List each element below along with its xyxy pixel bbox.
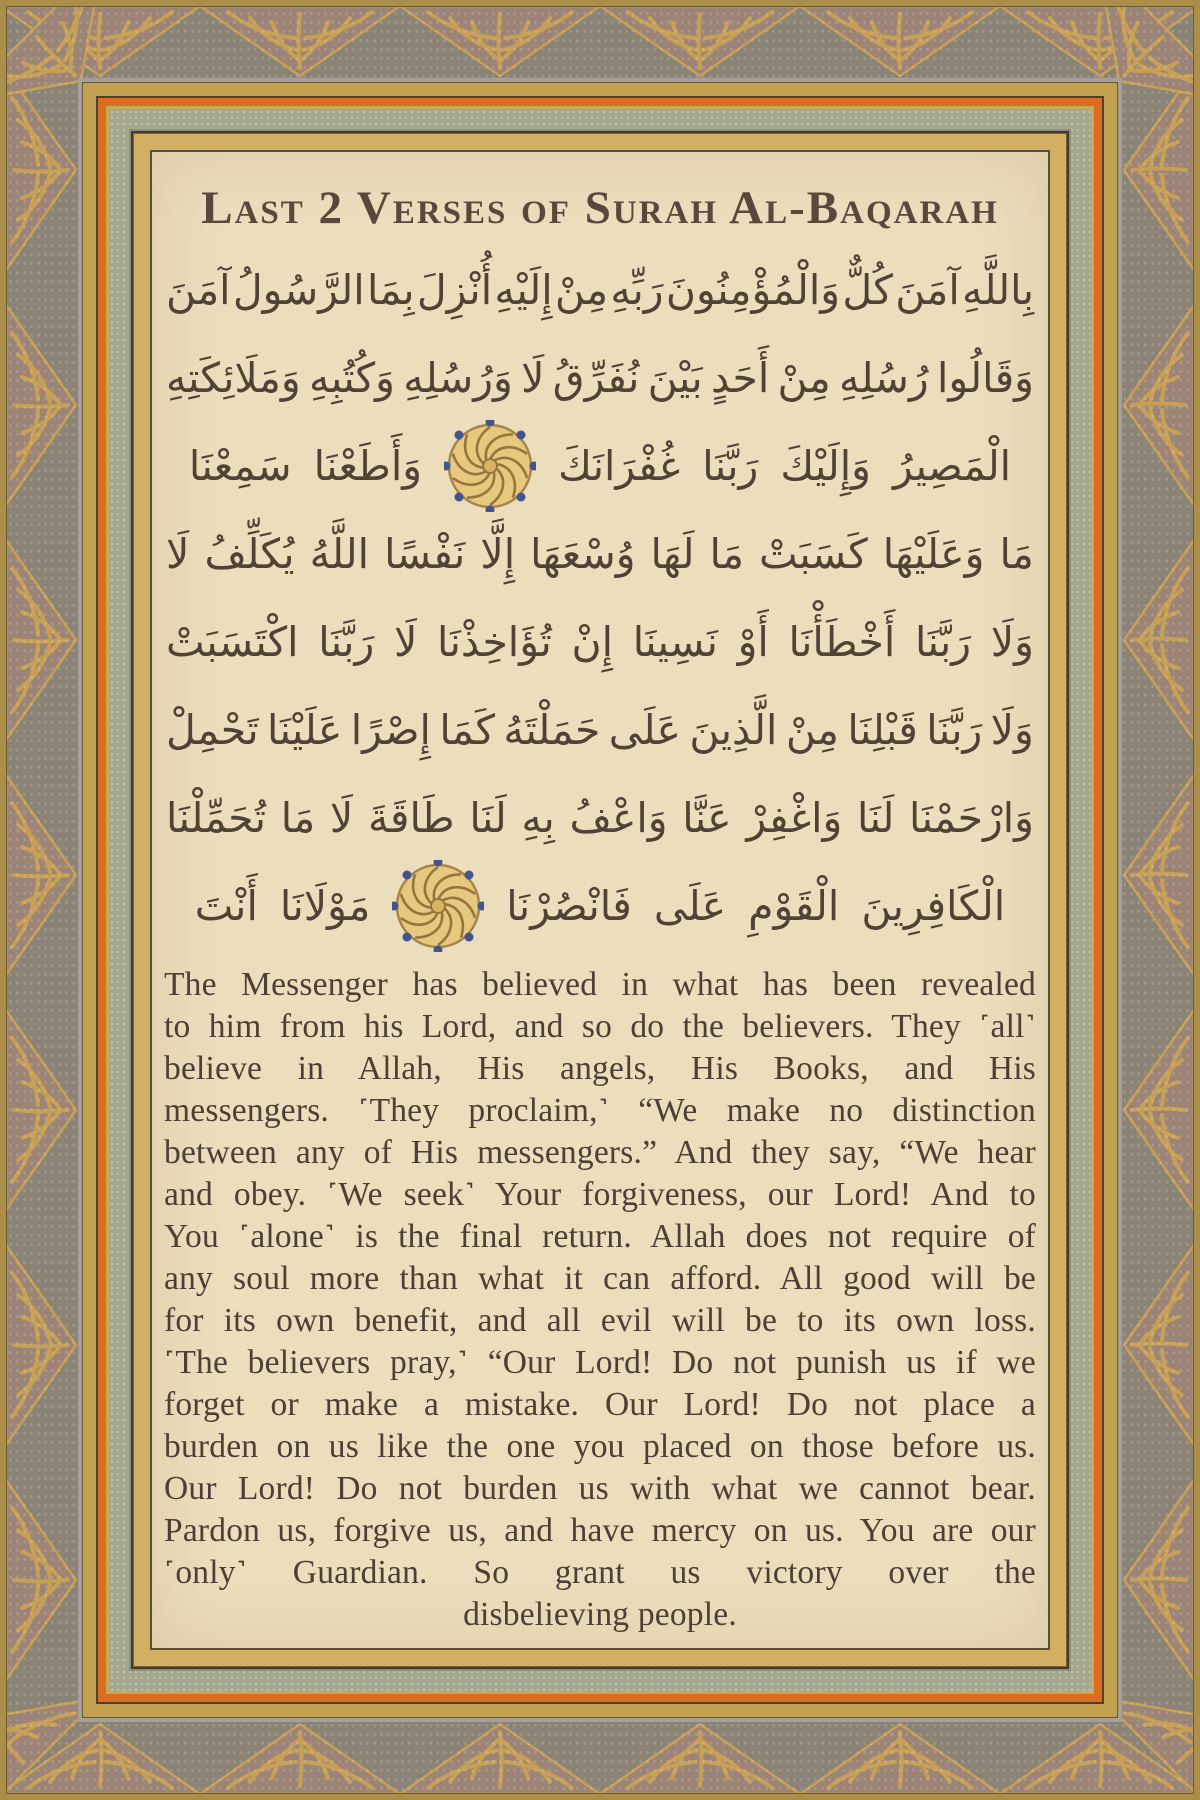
arabic-word: رَبَّنَا bbox=[926, 706, 983, 754]
arabic-word: كُلٌّ bbox=[842, 266, 893, 314]
frame-inner-gold-band bbox=[133, 133, 1067, 1667]
translation-line: Pardon us, forgive us, and have mercy on us. You are our bbox=[164, 1512, 1036, 1549]
translation-line: burden on us like the one you placed on those before us. bbox=[164, 1428, 1036, 1465]
frame-silver-line bbox=[78, 78, 1122, 1722]
arabic-word: لَا bbox=[521, 354, 545, 402]
arabic-word: فَانْصُرْنَا bbox=[506, 882, 632, 930]
arabic-word: الْمَصِيرُ bbox=[892, 442, 1012, 490]
arabic-line bbox=[164, 334, 1036, 422]
arabic-word: اكْتَسَبَتْ bbox=[166, 618, 299, 666]
translation-line: messengers. ˹They proclaim,˺ “We make no distinction bbox=[164, 1092, 1036, 1129]
arabic-word: الَّذِينَ bbox=[689, 706, 778, 754]
arabic-word: تُؤَاخِذْنَا bbox=[437, 618, 552, 666]
arabic-word: آمَنَ bbox=[166, 266, 231, 314]
arabic-word: مِنْ bbox=[785, 706, 839, 754]
translation-line: between any of His messengers.” And they say, “We hear bbox=[164, 1134, 1036, 1171]
arabic-word: وُسْعَهَا bbox=[530, 530, 636, 578]
arabic-word: إِلَيْهِ bbox=[494, 266, 553, 314]
arabic-line bbox=[164, 422, 1036, 510]
arabic-word: لَهَا bbox=[650, 530, 695, 578]
translation-line: for its own benefit, and all evil will be to its own loss. bbox=[164, 1302, 1036, 1339]
arabic-word: لَا bbox=[393, 618, 418, 666]
translation-line: forget or make a mistake. Our Lord! Do not place a bbox=[164, 1386, 1036, 1423]
arabic-word: لَنَا bbox=[857, 794, 895, 842]
arabic-word: نُفَرِّقُ bbox=[552, 354, 640, 402]
arabic-word: رَبَّنَا bbox=[318, 618, 375, 666]
frame-sage-band bbox=[109, 109, 1091, 1691]
arabic-word: كَسَبَتْ bbox=[759, 530, 868, 578]
arabic-word: وَقَالُوا bbox=[937, 354, 1034, 402]
translation-line: any soul more than what it can afford. All good will be bbox=[164, 1260, 1036, 1297]
arabic-word: أَنْتَ bbox=[194, 882, 258, 930]
arabic-word: وَلَا bbox=[990, 618, 1034, 666]
translation-line: to him from his Lord, and so do the believers. They ˹all˺ bbox=[164, 1008, 1036, 1045]
arabic-word: مَا bbox=[709, 530, 744, 578]
arabic-word: كَمَا bbox=[439, 706, 496, 754]
arabic-word: نَفْسًا bbox=[384, 530, 466, 578]
arabic-word: عَنَّا bbox=[682, 794, 732, 842]
arabic-word: مَوْلَانَا bbox=[279, 882, 371, 930]
arabic-word: رُسُلِهِ bbox=[839, 354, 929, 402]
translation-line: Our Lord! Do not burden us with what we cannot bear. bbox=[164, 1470, 1036, 1507]
verse-rosette-icon bbox=[444, 420, 536, 512]
arabic-word: طَاقَةَ bbox=[367, 794, 455, 842]
translation-line: ˹only˺ Guardian. So grant us victory over the bbox=[164, 1554, 1036, 1591]
arabic-word: وَمَلَائِكَتِهِ bbox=[166, 354, 301, 402]
arabic-word: الرَّسُولُ bbox=[232, 266, 365, 314]
arabic-word: إِلَّا bbox=[480, 530, 516, 578]
translation-line: and obey. ˹We seek˺ Your forgiveness, our Lord! And to bbox=[164, 1176, 1036, 1213]
arabic-word: بِاللَّهِ bbox=[962, 266, 1034, 314]
arabic-word: سَمِعْنَا bbox=[188, 442, 292, 490]
frame-bands bbox=[78, 78, 1122, 1722]
arabic-word: رَبَّنَا bbox=[702, 442, 759, 490]
arabic-block bbox=[164, 246, 1036, 950]
translation-block bbox=[164, 964, 1036, 1636]
arabic-word: عَلَى bbox=[653, 882, 727, 930]
arabic-word: وَرُسُلِهِ bbox=[403, 354, 513, 402]
arabic-word: أُنْزِلَ bbox=[416, 266, 493, 314]
frame-dark-line-1 bbox=[96, 96, 1104, 1704]
verse-rosette-icon bbox=[392, 860, 484, 952]
arabic-word: مِنْ bbox=[777, 354, 831, 402]
frame-orange-stripe bbox=[98, 98, 1102, 1702]
frame-dark-line-3 bbox=[150, 150, 1050, 1650]
arabic-word: يُكَلِّفُ bbox=[204, 530, 295, 578]
translation-line: believe in Allah, His angels, His Books, and His bbox=[164, 1050, 1036, 1087]
arabic-word: وَارْحَمْنَا bbox=[909, 794, 1034, 842]
arabic-word: قَبْلِنَا bbox=[847, 706, 918, 754]
arabic-word: نَسِينَا bbox=[632, 618, 718, 666]
arabic-word: إِنْ bbox=[571, 618, 613, 666]
arabic-word: رَبَّنَا bbox=[914, 618, 972, 666]
arabic-word: رَبِّهِ bbox=[610, 266, 664, 314]
arabic-word: وَكُتُبِهِ bbox=[308, 354, 395, 402]
arabic-word: مِنْ bbox=[554, 266, 609, 314]
translation-line: You ˹alone˺ is the final return. Allah does not require of bbox=[164, 1218, 1036, 1255]
arabic-word: بِمَا bbox=[366, 266, 415, 314]
arabic-word: لَا bbox=[166, 530, 190, 578]
arabic-line bbox=[164, 246, 1036, 334]
arabic-word: وَأَطَعْنَا bbox=[313, 442, 423, 490]
arabic-word: أَحَدٍ bbox=[710, 354, 770, 402]
translation-line: ˹The believers pray,˺ “Our Lord! Do not punish us if we bbox=[164, 1344, 1036, 1381]
arabic-word: عَلَيْنَا bbox=[267, 706, 343, 754]
arabic-word: تُحَمِّلْنَا bbox=[166, 794, 267, 842]
arabic-word: بِهِ bbox=[521, 794, 555, 842]
arabic-word: الْقَوْمِ bbox=[748, 882, 840, 930]
arabic-word: اللَّهُ bbox=[309, 530, 370, 578]
arabic-word: عَلَى bbox=[608, 706, 682, 754]
arabic-word: وَاغْفِرْ bbox=[746, 794, 843, 842]
arabic-word: غُفْرَانَكَ bbox=[558, 442, 681, 490]
arabic-word: الْكَافِرِينَ bbox=[861, 882, 1006, 930]
frame-grey-line bbox=[129, 129, 1071, 1671]
arabic-line bbox=[164, 598, 1036, 686]
arabic-word: مَا bbox=[280, 794, 316, 842]
arabic-line bbox=[164, 774, 1036, 862]
arabic-word: تَحْمِلْ bbox=[166, 706, 259, 754]
translation-line: disbelieving people. bbox=[463, 1596, 737, 1633]
frame-dark-line-2 bbox=[131, 131, 1069, 1669]
arabic-word: حَمَلْتَهُ bbox=[503, 706, 601, 754]
arabic-word: وَاعْفُ bbox=[569, 794, 668, 842]
frame-gold-hairline bbox=[106, 106, 1094, 1694]
arabic-word: أَوْ bbox=[737, 618, 769, 666]
arabic-word: مَا bbox=[999, 530, 1034, 578]
arabic-word: آمَنَ bbox=[895, 266, 960, 314]
arabic-word: وَعَلَيْهَا bbox=[882, 530, 985, 578]
arabic-word: وَالْمُؤْمِنُونَ bbox=[665, 266, 841, 314]
arabic-line bbox=[164, 686, 1036, 774]
arabic-word: أَخْطَأْنَا bbox=[788, 618, 896, 666]
arabic-word: وَلَا bbox=[990, 706, 1034, 754]
parchment-panel bbox=[152, 152, 1048, 1648]
arabic-word: إِصْرًا bbox=[350, 706, 431, 754]
arabic-word: وَإِلَيْكَ bbox=[780, 442, 871, 490]
arabic-word: بَيْنَ bbox=[647, 354, 703, 402]
arabic-word: لَا bbox=[329, 794, 354, 842]
arabic-word: لَنَا bbox=[469, 794, 507, 842]
arabic-line bbox=[164, 510, 1036, 598]
frame-outer-gold-band bbox=[82, 82, 1118, 1718]
translation-line: The Messenger has believed in what has been revealed bbox=[164, 966, 1036, 1003]
arabic-line bbox=[164, 862, 1036, 950]
page-title: Last 2 Verses of Surah Al-Baqarah bbox=[201, 182, 999, 234]
